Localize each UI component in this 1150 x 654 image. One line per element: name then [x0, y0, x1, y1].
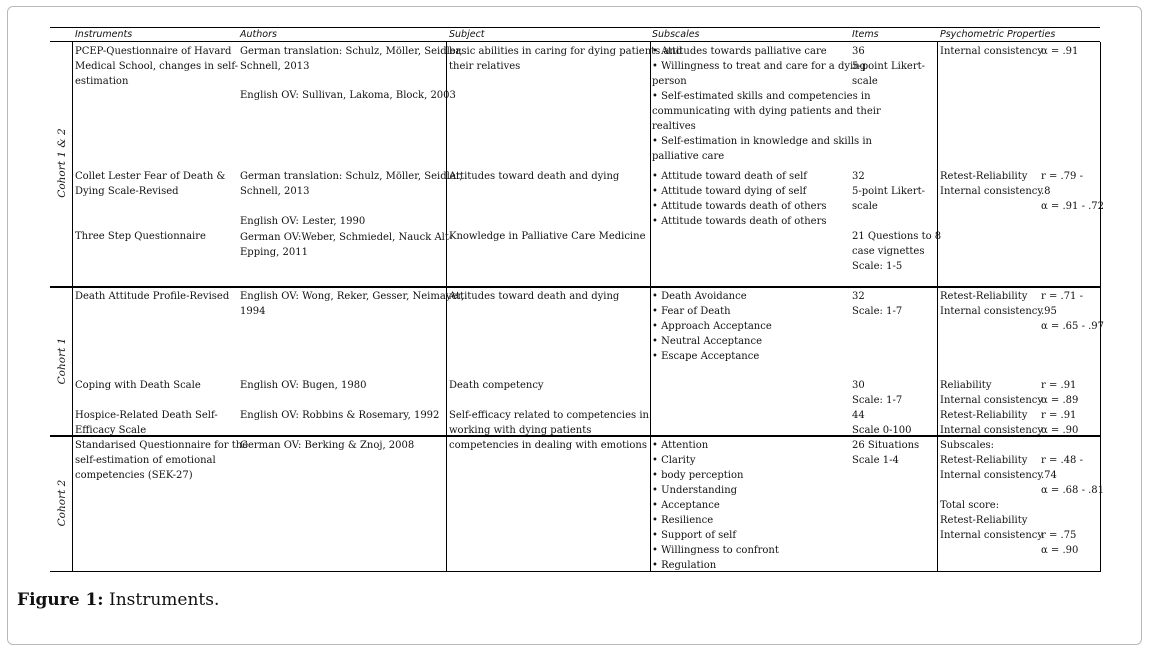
- cell-line: scale: [852, 76, 878, 87]
- cell-items: [852, 229, 941, 274]
- cell-line: α = .91 - .72: [1041, 201, 1105, 212]
- cell-line: .8: [1041, 186, 1051, 197]
- cell-line: Coping with Death Scale: [75, 380, 201, 391]
- cell-psychometric-values: [1041, 378, 1078, 408]
- cell-line: Collet Lester Fear of Death &: [75, 171, 226, 182]
- header-psychometric: Psychometric Properties: [940, 29, 1056, 40]
- cell-line: α = .91: [1041, 46, 1079, 57]
- cell-line: Death Attitude Profile-Revised: [75, 291, 230, 302]
- cell-line: English OV: Sullivan, Lakoma, Block, 2003: [240, 90, 456, 101]
- cell-psychometric: [940, 44, 1043, 59]
- cohort-label-2: Cohort 2: [56, 479, 68, 527]
- cell-subject: [449, 169, 619, 184]
- cell-line: German translation: Schulz, Möller, Seidler,: [240, 46, 463, 57]
- cell-line: Internal consistency: [940, 530, 1044, 541]
- cell-psychometric: [940, 169, 1043, 199]
- cell-psychometric: [940, 289, 1043, 319]
- cell-line: Internal consistency: [940, 186, 1044, 197]
- cell-line: English OV: Robbins & Rosemary, 1992: [240, 410, 440, 421]
- cell-line: 5-point Likert-: [852, 186, 925, 197]
- cell-line: • Attitude towards death of others: [652, 201, 827, 212]
- cell-authors: [240, 230, 452, 260]
- cell-authors-ov: [240, 88, 456, 103]
- cell-line: • Self-estimated skills and competencies in: [652, 91, 871, 102]
- cell-items: [852, 169, 925, 214]
- cell-line: .74: [1041, 470, 1057, 481]
- cell-line: Dying Scale-Revised: [75, 186, 179, 197]
- cell-psychometric: [940, 408, 1043, 438]
- cell-line: Knowledge in Palliative Care Medicine: [449, 231, 646, 242]
- cell-line: • Attitude towards death of others: [652, 216, 827, 227]
- cell-psychometric-values: [1041, 408, 1078, 438]
- cell-line: estimation: [75, 76, 129, 87]
- cell-line: Schnell, 2013: [240, 186, 310, 197]
- cell-line: • Attitude toward death of self: [652, 171, 808, 182]
- cell-line: .95: [1041, 306, 1057, 317]
- cell-authors: [240, 289, 464, 319]
- cell-line: Three Step Questionnaire: [75, 231, 206, 242]
- cell-line: Retest-Reliability: [940, 455, 1028, 466]
- cell-line: their relatives: [449, 61, 521, 72]
- cell-line: • Support of self: [652, 530, 737, 541]
- figure-caption: [17, 590, 219, 610]
- cell-line: English OV: Lester, 1990: [240, 216, 366, 227]
- caption-text: Instruments.: [103, 590, 220, 610]
- cell-instrument: [75, 229, 206, 244]
- cell-subscales: [652, 289, 772, 364]
- cell-line: [940, 483, 1043, 498]
- cell-line: German translation: Schulz, Möller, Seidler,: [240, 171, 463, 182]
- cell-line: Internal consistency: [940, 46, 1044, 57]
- cell-line: Retest-Reliability: [940, 291, 1028, 302]
- cell-subscales: [652, 169, 827, 229]
- cell-subject: [449, 289, 619, 304]
- cell-subject: [449, 44, 682, 74]
- cell-line: • Neutral Acceptance: [652, 336, 763, 347]
- cell-line: r = .79 -: [1041, 171, 1083, 182]
- cell-line: Death competency: [449, 380, 544, 391]
- cell-authors: [240, 408, 439, 423]
- cell-authors-ov: [240, 214, 365, 229]
- cell-line: Scale: 1-5: [852, 261, 903, 272]
- cell-line: • Approach Acceptance: [652, 321, 772, 332]
- cell-line: • Fear of Death: [652, 306, 731, 317]
- cell-line: English OV: Wong, Reker, Gesser, Neimayer,: [240, 291, 465, 302]
- cell-psychometric-values: [1041, 438, 1104, 558]
- cell-line: person: [652, 76, 687, 87]
- cell-line: Efficacy Scale: [75, 425, 147, 436]
- cell-line: 32: [852, 291, 865, 302]
- cell-line: Scale 1-4: [852, 455, 899, 466]
- cell-line: Attitudes toward death and dying: [449, 171, 620, 182]
- cell-line: Medical School, changes in self-: [75, 61, 239, 72]
- cell-line: [1041, 513, 1104, 528]
- cell-line: palliative care: [652, 151, 725, 162]
- header-authors: Authors: [240, 29, 277, 40]
- cell-line: Internal consistency: [940, 395, 1044, 406]
- cell-line: Total score:: [940, 500, 1000, 511]
- cell-line: 1994: [240, 306, 266, 317]
- cell-line: 32: [852, 171, 865, 182]
- cell-line: case vignettes: [852, 246, 925, 257]
- cell-line: α = .89: [1041, 395, 1079, 406]
- table-top-rule: [50, 27, 1100, 28]
- table-bottom-rule: [50, 571, 1100, 572]
- cell-subscales: [652, 44, 881, 164]
- cell-items: [852, 378, 902, 408]
- cell-line: Scale: 1-7: [852, 306, 903, 317]
- cell-line: [1041, 498, 1104, 513]
- cell-line: [1041, 438, 1104, 453]
- header-rule: [50, 41, 1100, 42]
- cell-line: 21 Questions to 8: [852, 231, 942, 242]
- cell-instrument: [75, 44, 238, 89]
- cell-line: Schnell, 2013: [240, 61, 310, 72]
- cell-line: German OV: Berking & Znoj, 2008: [240, 440, 415, 451]
- cell-line: competencies in dealing with emotions: [449, 440, 647, 451]
- cell-instrument: [75, 289, 229, 304]
- cell-line: α = .65 - .97: [1041, 321, 1105, 332]
- cell-line: r = .75: [1041, 530, 1077, 541]
- cell-subject: [449, 229, 646, 244]
- cell-subscales: [652, 438, 779, 573]
- cell-authors: [240, 378, 366, 393]
- cell-items: [852, 289, 902, 319]
- cell-line: working with dying patients: [449, 425, 592, 436]
- cell-line: • Death Avoidance: [652, 291, 747, 302]
- cell-line: • Attitudes towards palliative care: [652, 46, 827, 57]
- cell-line: Hospice-Related Death Self-: [75, 410, 218, 421]
- cell-authors: [240, 169, 463, 199]
- cell-items: [852, 44, 925, 89]
- cell-line: scale: [852, 201, 878, 212]
- cell-psychometric-values: [1041, 289, 1104, 334]
- col-rule-psychometric: [937, 42, 938, 572]
- cell-line: • Regulation: [652, 560, 717, 571]
- cell-line: basic abilities in caring for dying patients and: [449, 46, 683, 57]
- cell-line: • Attention: [652, 440, 709, 451]
- cell-line: • Understanding: [652, 485, 738, 496]
- cell-line: Attitudes toward death and dying: [449, 291, 620, 302]
- cell-line: • Attitude toward dying of self: [652, 186, 807, 197]
- cell-line: realtives: [652, 121, 696, 132]
- cell-line: 44: [852, 410, 865, 421]
- cell-line: • body perception: [652, 470, 744, 481]
- cell-subject: [449, 378, 544, 393]
- cell-line: • Clarity: [652, 455, 696, 466]
- cell-instrument: [75, 438, 248, 483]
- cell-psychometric: [940, 438, 1043, 543]
- cell-line: German OV:Weber, Schmiedel, Nauck Alt-: [240, 232, 453, 243]
- cell-instrument: [75, 378, 201, 393]
- cell-line: Retest-Reliability: [940, 410, 1028, 421]
- cell-line: 26 Situations: [852, 440, 920, 451]
- cell-line: English OV: Bugen, 1980: [240, 380, 367, 391]
- cell-authors: [240, 44, 463, 74]
- cell-psychometric-values: [1041, 44, 1078, 59]
- cell-authors: [240, 438, 414, 453]
- caption-label: Figure 1:: [17, 590, 104, 610]
- cell-line: • Resilience: [652, 515, 714, 526]
- cell-line: Epping, 2011: [240, 247, 308, 258]
- cell-line: • Willingness to confront: [652, 545, 779, 556]
- cell-line: Internal consistency: [940, 425, 1044, 436]
- cell-line: Self-efficacy related to competencies in: [449, 410, 649, 421]
- cell-line: • Self-estimation in knowledge and skills in: [652, 136, 872, 147]
- header-instruments: Instruments: [75, 29, 133, 40]
- cell-line: r = .91: [1041, 410, 1077, 421]
- cell-line: α = .90: [1041, 425, 1079, 436]
- cell-line: Standarised Questionnaire for the: [75, 440, 249, 451]
- col-rule-subscales: [650, 42, 651, 572]
- cell-line: Subscales:: [940, 440, 995, 451]
- cell-line: Scale: 1-7: [852, 395, 903, 406]
- cell-subject: [449, 438, 647, 453]
- cell-line: r = .91: [1041, 380, 1077, 391]
- cohort-label-1: Cohort 1: [56, 337, 68, 385]
- cell-line: Retest-Reliability: [940, 515, 1028, 526]
- cell-line: α = .90: [1041, 545, 1079, 556]
- cell-line: self-estimation of emotional: [75, 455, 216, 466]
- cell-line: α = .68 - .81: [1041, 485, 1105, 496]
- cell-instrument: [75, 169, 225, 199]
- cell-line: • Willingness to treat and care for a dying: [652, 61, 867, 72]
- cohort-label-1-2: Cohort 1 & 2: [56, 128, 68, 198]
- cell-line: PCEP-Questionnaire of Havard: [75, 46, 232, 57]
- cell-line: Retest-Reliability: [940, 171, 1028, 182]
- cell-psychometric-values: [1041, 169, 1104, 214]
- cell-line: communicating with dying patients and their: [652, 106, 881, 117]
- cell-line: r = .48 -: [1041, 455, 1083, 466]
- col-rule-cohort: [72, 42, 73, 572]
- cell-line: r = .71 -: [1041, 291, 1083, 302]
- cell-line: Internal consistency: [940, 470, 1044, 481]
- cell-line: 5-point Likert-: [852, 61, 925, 72]
- cell-line: Reliability: [940, 380, 992, 391]
- cell-line: • Escape Acceptance: [652, 351, 760, 362]
- cell-items: [852, 408, 912, 438]
- header-subscales: Subscales: [652, 29, 700, 40]
- cell-line: competencies (SEK-27): [75, 470, 193, 481]
- cohort-rule-1: [50, 286, 1100, 288]
- cell-psychometric: [940, 378, 1043, 408]
- cell-subject: [449, 408, 649, 438]
- cell-instrument: [75, 408, 218, 438]
- cell-line: Internal consistency: [940, 306, 1044, 317]
- cell-items: [852, 438, 919, 468]
- cell-line: Scale 0-100: [852, 425, 912, 436]
- header-subject: Subject: [449, 29, 485, 40]
- header-items: Items: [852, 29, 879, 40]
- cell-line: • Acceptance: [652, 500, 720, 511]
- cell-line: 30: [852, 380, 865, 391]
- cell-line: 36: [852, 46, 865, 57]
